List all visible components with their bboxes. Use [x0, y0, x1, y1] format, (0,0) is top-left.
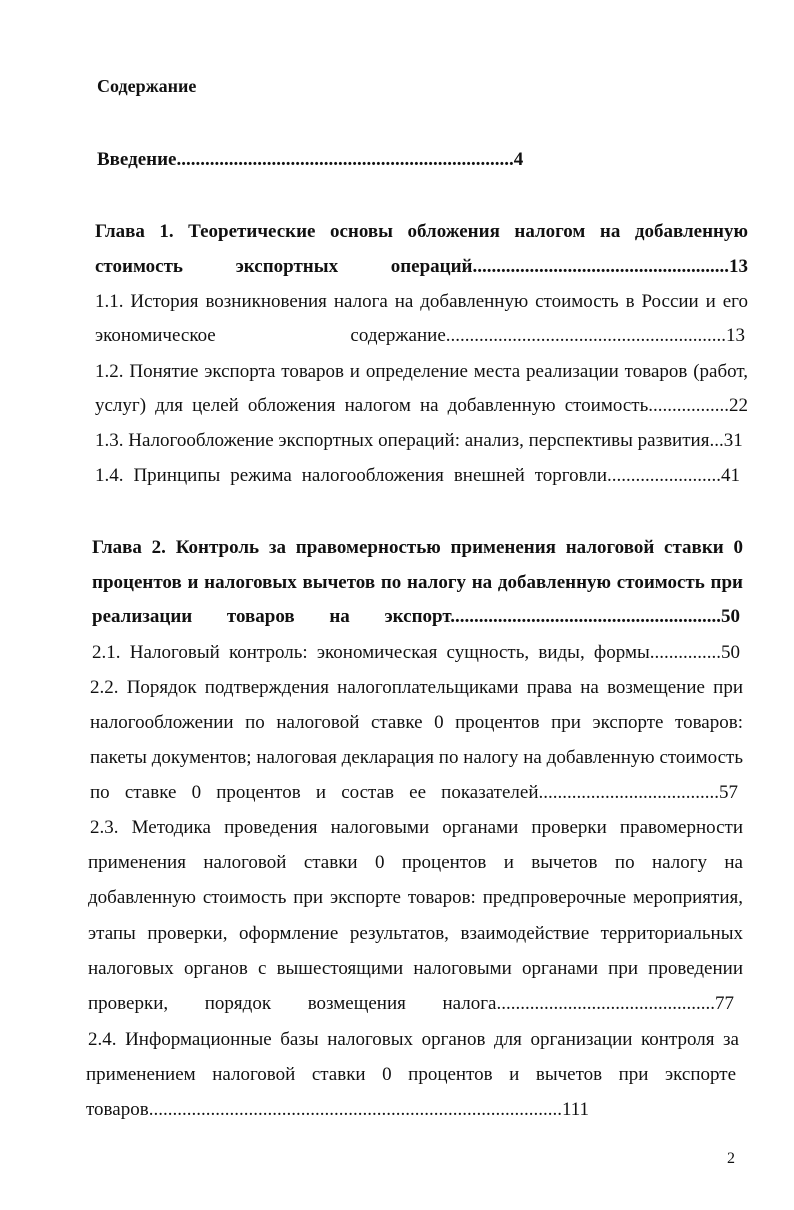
page-number: 2 [727, 1150, 735, 1167]
page-heading: Содержание [97, 76, 197, 96]
toc-section-1-4[interactable]: 1.4. Принципы режима налогообложения внешней торговли........................41 [95, 465, 740, 486]
toc-section-2-1[interactable]: 2.1. Налоговый контроль: экономическая сущность, виды, формы...............50 [92, 642, 740, 663]
toc-section-1-3[interactable]: 1.3. Налогообложение экспортных операций: анализ, перспективы развития...31 [95, 430, 743, 451]
toc-entry-intro[interactable]: Введение.......................................................................4 [97, 149, 524, 170]
